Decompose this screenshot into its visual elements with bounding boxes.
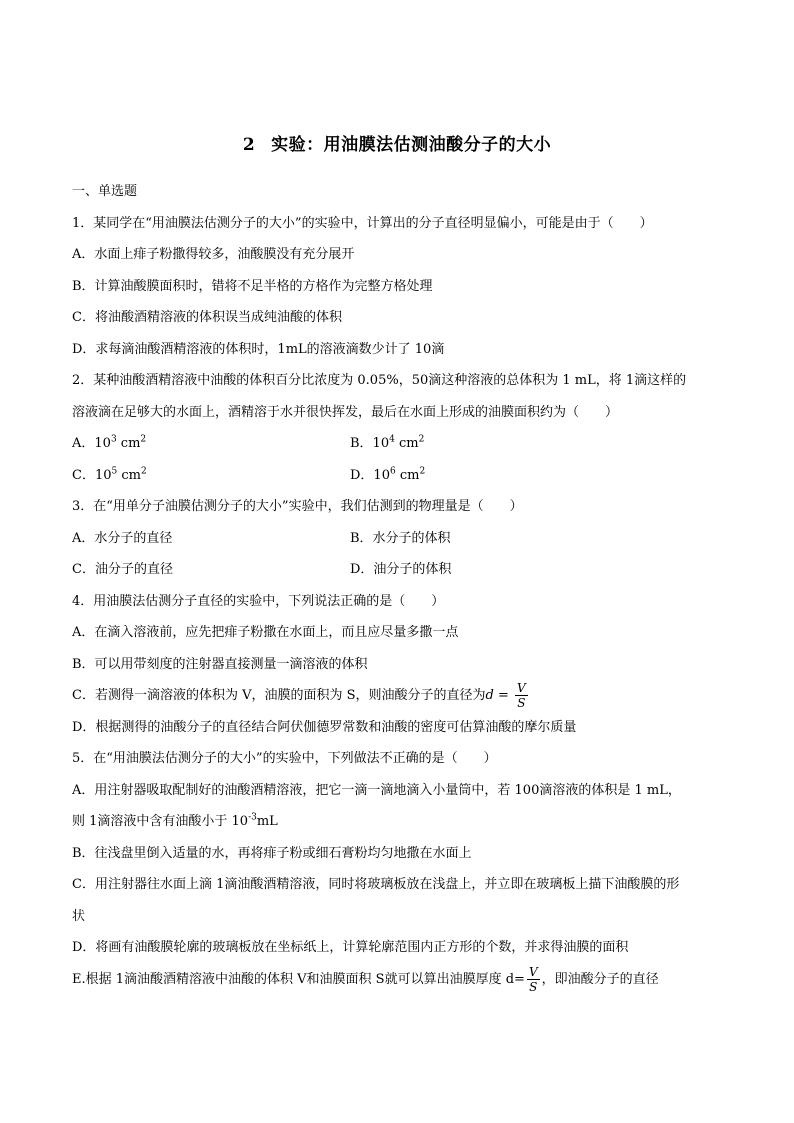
q3-stem: 3．在“用单分子油膜估测分子的大小”实验中，我们估测到的物理量是（ ） xyxy=(72,499,523,514)
q3-options-row2 xyxy=(72,554,732,586)
q5-option-e: E.根据 1滴油酸酒精溶液中油酸的体积 V和油膜面积 S就可以算出油膜厚度 d= $\frac{V}{S}$ ，即油酸分子的直径 xyxy=(72,964,659,994)
title-number: 2 xyxy=(242,135,256,155)
q1-option-b: B．计算油酸膜面积时，错将不足半格的方格作为完整方格处理 xyxy=(72,278,433,294)
fraction-v-over-s-2: $\frac{V}{S}$ xyxy=(528,964,538,994)
question-list xyxy=(72,176,732,995)
section-heading: 一、单选题 xyxy=(72,184,138,199)
q3-option-b: B．水分子的体积 xyxy=(350,530,451,546)
q5-option-c-line2: 状 xyxy=(72,908,86,924)
q5-option-a-line1: A．用注射器吸取配制好的油酸酒精溶液，把它一滴一滴地滴入小量筒中，若 100滴溶液的体积是 1 mL， xyxy=(72,782,681,798)
q4-stem: 4．用油膜法估测分子直径的实验中，下列说法正确的是（ ） xyxy=(72,593,445,609)
q3-option-c: C．油分子的直径 xyxy=(72,562,173,577)
q4-option-d: D．根据测得的油酸分子的直径结合阿伏伽德罗常数和油酸的密度可估算油酸的摩尔质量 xyxy=(72,719,577,735)
q2-option-c: C．$10^5$ $cm^2$ xyxy=(72,466,147,483)
q1-stem: 1．某同学在“用油膜法估测分子的大小”的实验中，计算出的分子直径明显偏小，可能是由于（ ） xyxy=(72,215,653,231)
q5-option-a-line2: 则 1滴溶液中含有油酸小于 $10^{-3}mL$ xyxy=(72,812,278,829)
q3-options-row1 xyxy=(72,523,732,555)
q1-option-c: C．将油酸酒精溶液的体积误当成纯油酸的体积 xyxy=(72,310,342,325)
q4-option-a: A．在滴入溶液前，应先把痱子粉撒在水面上，而且应尽量多撒一点 xyxy=(72,625,459,640)
q3-option-a: A．水分子的直径 xyxy=(72,530,173,546)
q5-stem: 5．在“用油膜法估测分子的大小”的实验中，下列做法不正确的是（ ） xyxy=(72,751,497,766)
q2-options-row1 xyxy=(72,428,732,460)
q5-option-c-line1: C．用注射器往水面上滴 1滴油酸酒精溶液，同时将玻璃板放在浅盘上，并立即在玻璃板上描下油酸膜的形 xyxy=(72,877,680,892)
page-title xyxy=(0,130,794,155)
title-text: 实验：用油膜法估测油酸分子的大小 xyxy=(271,135,552,155)
q2-option-b: B．$10^4$ $cm^2$ xyxy=(350,434,425,451)
q4-option-c: C．若测得一滴溶液的体积为 V，油膜的面积为 S，则油酸分子的直径为d = $\frac{V}{S}$ xyxy=(72,681,526,710)
formula-d: d xyxy=(485,688,494,703)
q2-option-d: D．$10^6$ $cm^2$ xyxy=(350,466,426,483)
q3-option-d: D．油分子的体积 xyxy=(350,562,452,577)
q2-options-row2 xyxy=(72,460,732,492)
q2-stem-line2: 溶液滴在足够大的水面上，酒精溶于水并很快挥发，最后在水面上形成的油膜面积约为（ ） xyxy=(72,404,619,420)
q2-option-a: A．$10^3$ $cm^2$ xyxy=(72,434,147,451)
q5-option-b: B．往浅盘里倒入适量的水，再将痱子粉或细石膏粉均匀地撒在水面上 xyxy=(72,845,472,861)
q4-option-b: B．可以用带刻度的注射器直接测量一滴溶液的体积 xyxy=(72,656,368,672)
q2-stem-line1: 2．某种油酸酒精溶液中油酸的体积百分比浓度为 0.05%，50滴这种溶液的总体积为 1 mL，将 1滴这样的 xyxy=(72,373,687,388)
fraction-v-over-s: $\frac{V}{S}$ xyxy=(517,681,526,710)
q1-option-d: D．求每滴油酸酒精溶液的体积时，1mL的溶液滴数少计了 10滴 xyxy=(72,341,445,357)
q5-option-d: D．将画有油酸膜轮廓的玻璃板放在坐标纸上，计算轮廓范围内正方形的个数，并求得油膜的面积 xyxy=(72,940,629,955)
q1-option-a: A．水面上痱子粉撒得较多，油酸膜没有充分展开 xyxy=(72,247,355,262)
